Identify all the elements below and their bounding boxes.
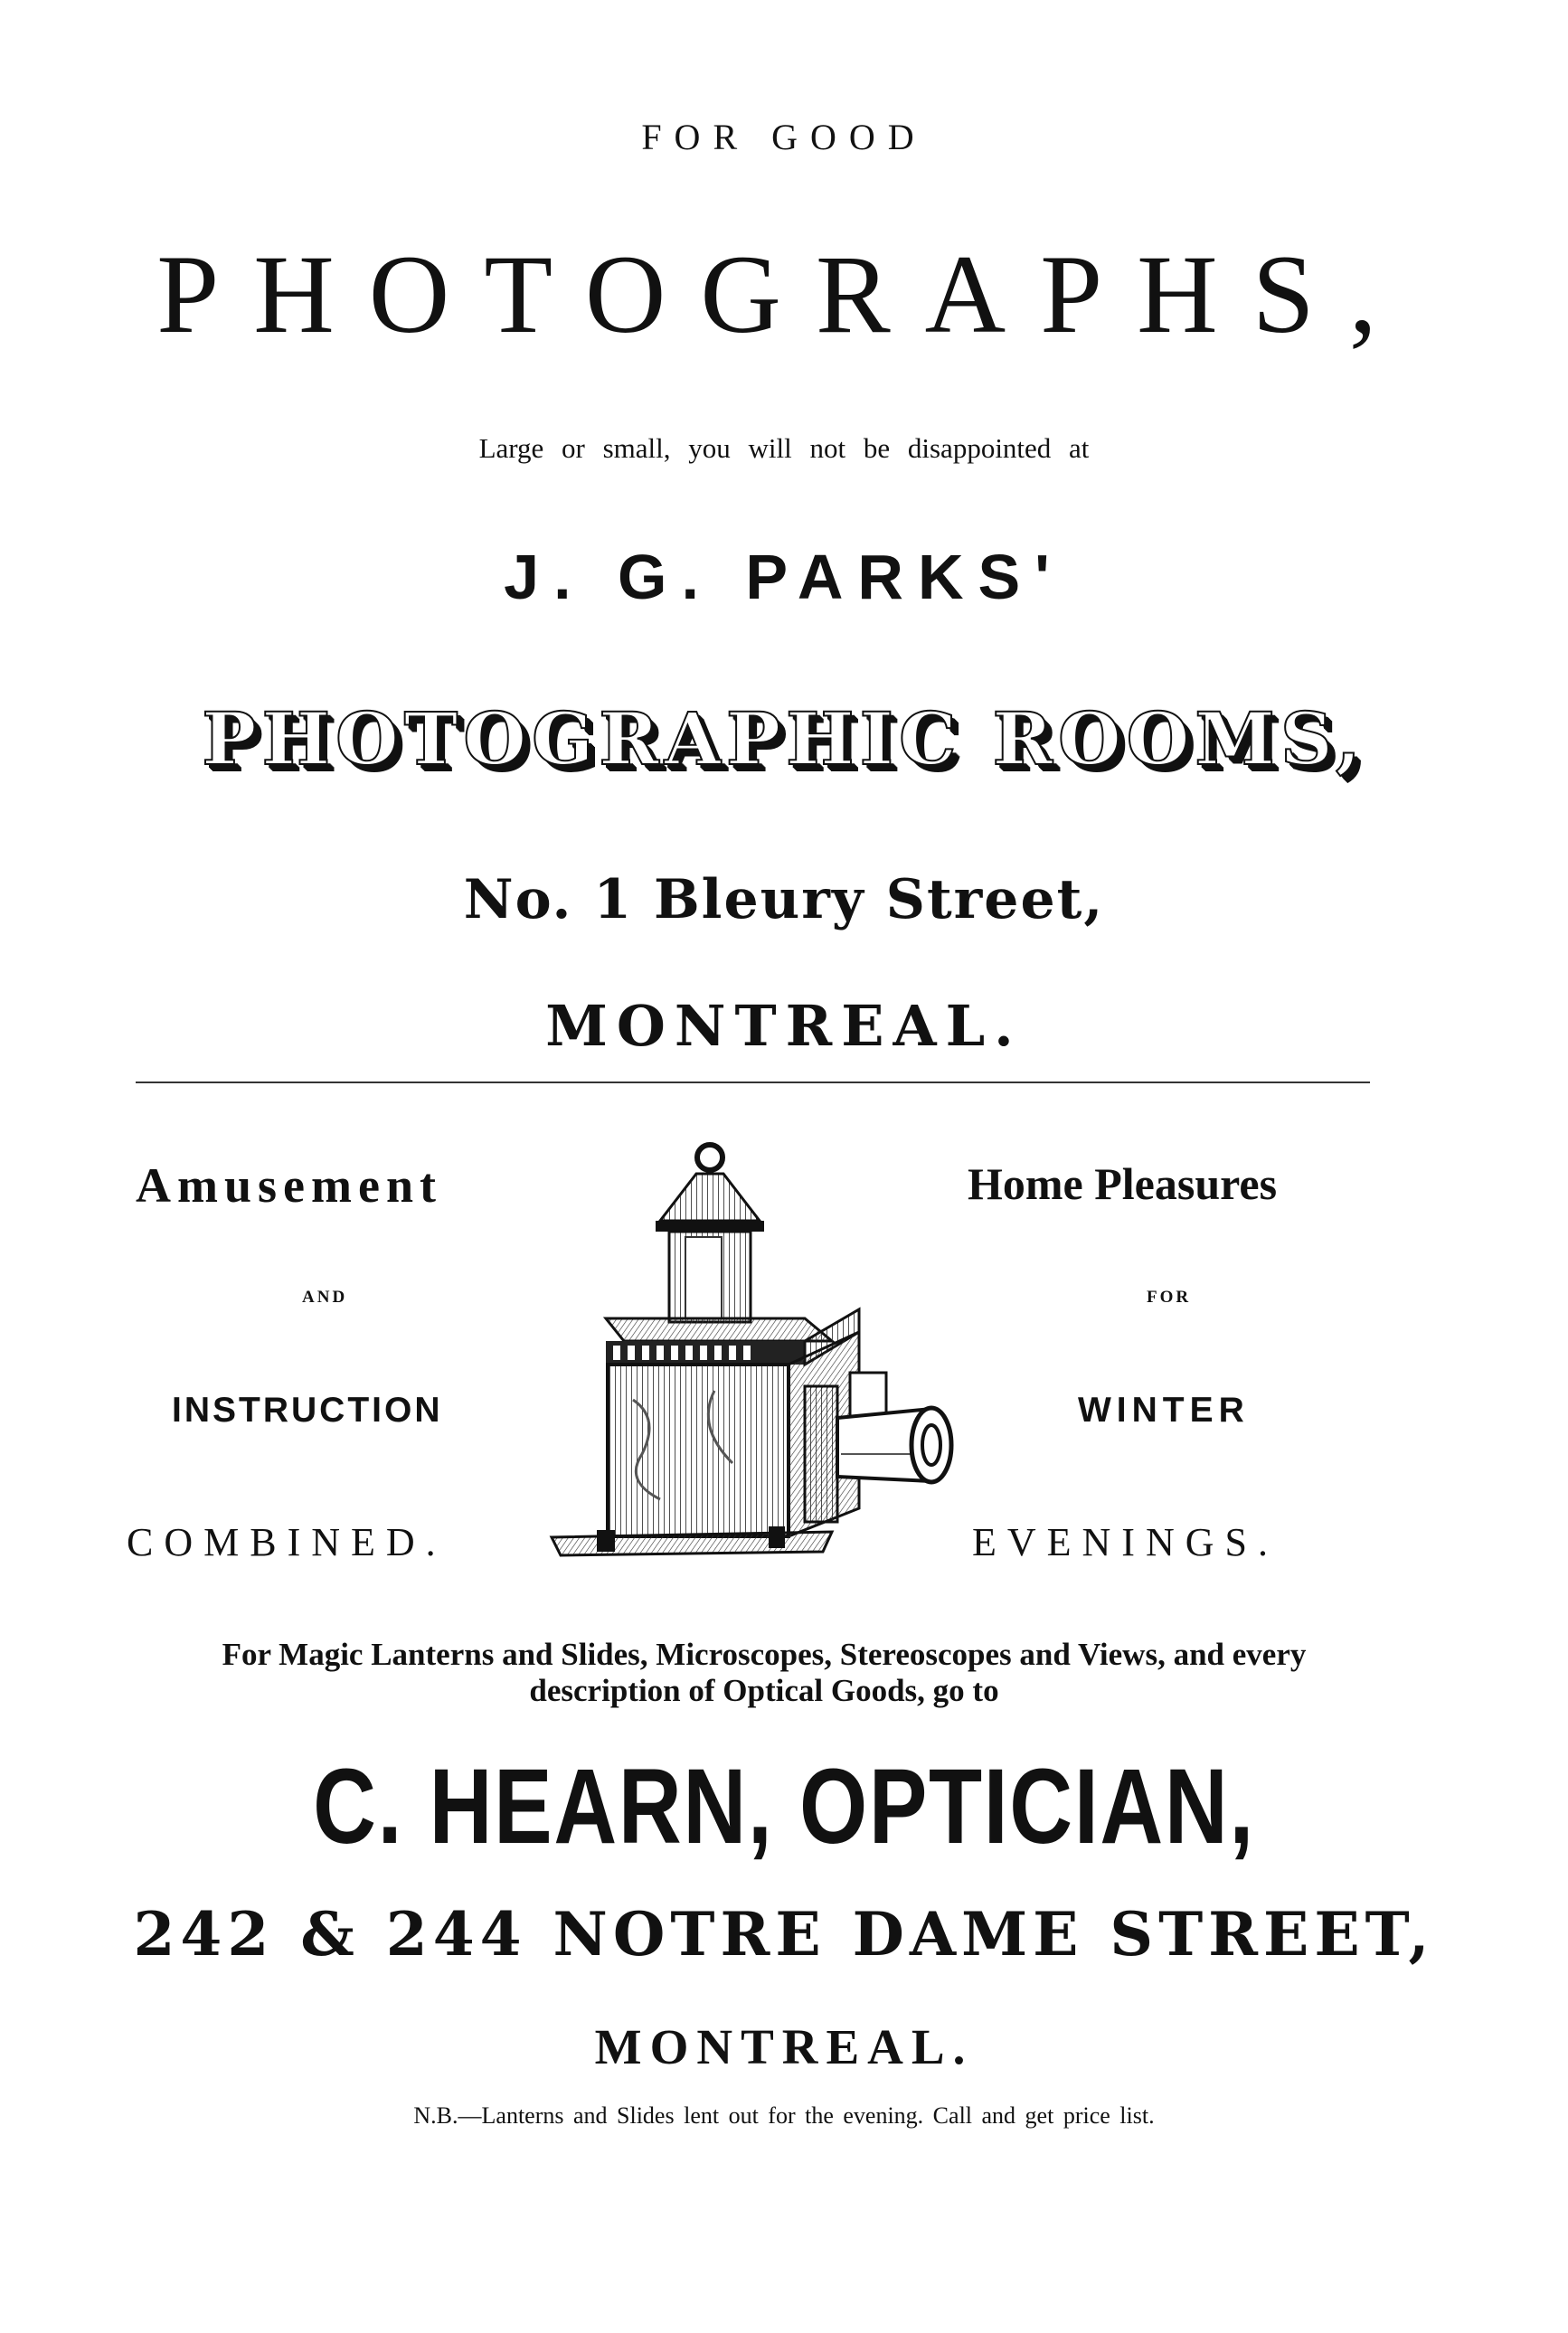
and-label: AND (302, 1288, 348, 1307)
for-good-heading: FOR GOOD (641, 117, 927, 157)
section-divider (136, 1081, 1370, 1083)
photographs-heading: PHOTOGRAPHS, (156, 232, 1412, 356)
for-label: FOR (1147, 1288, 1192, 1307)
parks-city: MONTREAL. (545, 993, 1023, 1059)
parks-name: J. G. PARKS' (504, 542, 1064, 612)
optician-address: 242 & 244 NOTRE DAME STREET, (133, 1899, 1435, 1969)
optician-intro (127, 1637, 1402, 1709)
optician-intro-line2: description of Optical Goods, go to (529, 1673, 999, 1708)
instruction-label: INSTRUCTION (172, 1391, 443, 1430)
photographic-rooms-heading: PHOTOGRAPHIC ROOMS, (202, 696, 1366, 781)
amusement-label: Amusement (136, 1158, 442, 1213)
evenings-label: EVENINGS. (972, 1520, 1279, 1564)
parks-address: No. 1 Bleury Street, (463, 868, 1105, 931)
magic-lantern-icon (534, 1138, 959, 1559)
optician-intro-line1: For Magic Lanterns and Slides, Microscopes, Stereoscopes and Views, and every (222, 1637, 1307, 1672)
combined-label: COMBINED. (127, 1520, 447, 1564)
optician-city: MONTREAL. (594, 2019, 974, 2074)
winter-label: WINTER (1078, 1391, 1250, 1430)
tagline: Large or small, you will not be disappointed at (478, 432, 1090, 464)
lending-note: N.B.—Lanterns and Slides lent out for the evening. Call and get price list. (413, 2102, 1155, 2129)
optician-name: C. HEARN, OPTICIAN, (313, 1747, 1255, 1866)
home-pleasures-label: Home Pleasures (968, 1158, 1278, 1209)
